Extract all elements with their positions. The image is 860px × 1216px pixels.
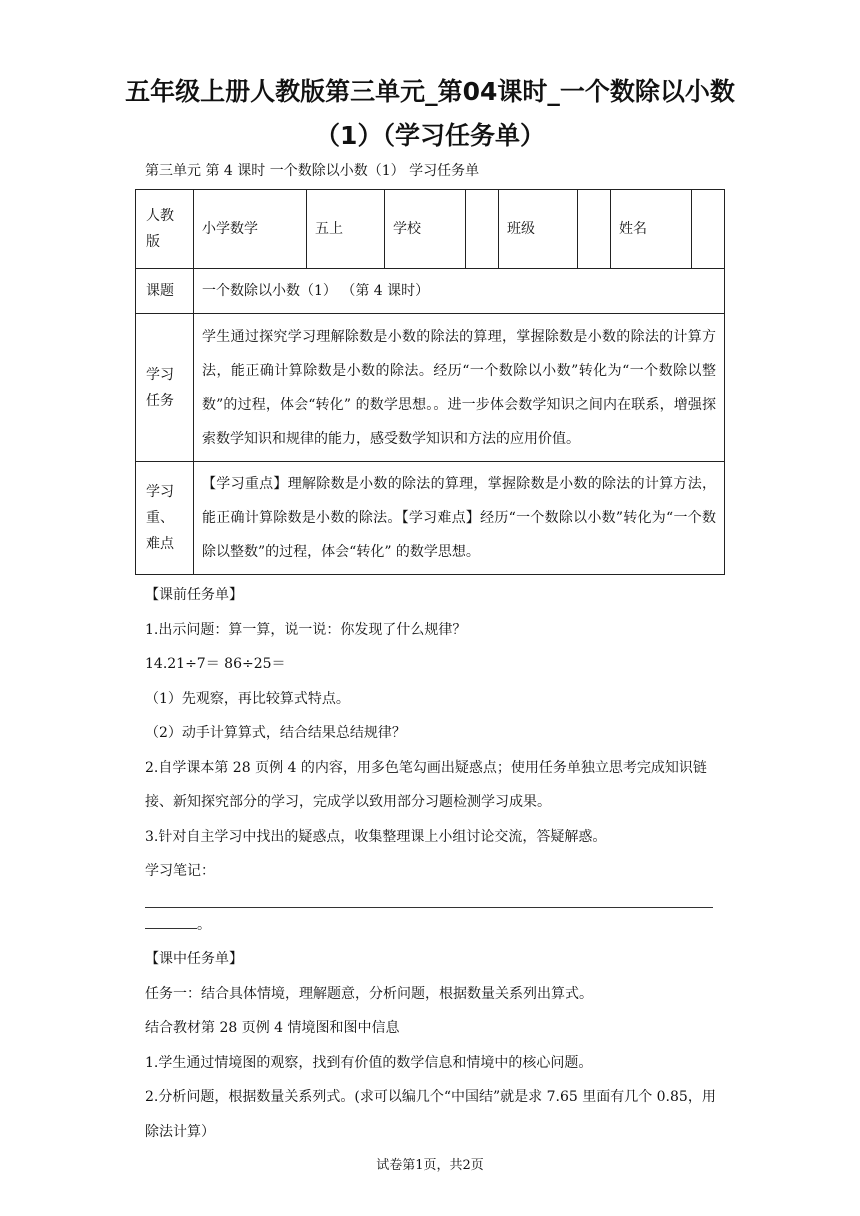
key-points-value: 【学习重点】理解除数是小数的除法的算理，掌握除数是小数的除法的计算方法，能正确计算除数是小数的除法。【学习难点】经历“一个数除以小数”转化为“一个数除以整数”的过程，体会“转化” 的数学思想。 bbox=[194, 462, 725, 575]
subject-cell: 小学数学 bbox=[194, 190, 307, 269]
task-label: 学习任务 bbox=[136, 314, 194, 462]
notes-label: 学习笔记： bbox=[145, 863, 215, 879]
preclass-question-3: 3.针对自主学习中找出的疑惑点，收集整理课上小组讨论交流，答疑解惑。 bbox=[145, 828, 607, 845]
task-content bbox=[145, 578, 720, 1149]
key-points-label: 学习重、难点 bbox=[136, 462, 194, 575]
inclass-item-2: 2.分析问题，根据数量关系列式。(求可以编几个“中国结”就是求 7.65 里面有几个 0.85，用除法计算） bbox=[145, 1089, 716, 1140]
name-field[interactable] bbox=[692, 190, 725, 269]
inclass-intro: 结合教材第 28 页例 4 情境图和图中信息 bbox=[145, 1020, 400, 1036]
table-row bbox=[136, 190, 725, 269]
school-label: 学校 bbox=[385, 190, 466, 269]
topic-label: 课题 bbox=[136, 269, 194, 314]
notes-short-line[interactable] bbox=[145, 912, 197, 929]
preclass-sub-2: （2）动手计算算式，结合结果总结规律？ bbox=[145, 725, 406, 741]
preclass-question-2: 2.自学课本第 28 页例 4 的内容，用多色笔勾画出疑惑点；使用任务单独立思考完成知识链接、新知探究部分的学习，完成学以致用部分习题检测学习成果。 bbox=[145, 759, 707, 810]
publisher-cell: 人教版 bbox=[136, 190, 194, 269]
notes-end-mark: 。 bbox=[197, 916, 211, 933]
grade-cell: 五上 bbox=[307, 190, 385, 269]
school-field[interactable] bbox=[466, 190, 499, 269]
preclass-sub-1: （1）先观察，再比较算式特点。 bbox=[145, 690, 350, 707]
math-expression: 14.21÷7＝ 86÷25＝ bbox=[145, 656, 286, 672]
inclass-heading: 【课中任务单】 bbox=[145, 951, 243, 967]
table-row bbox=[136, 314, 725, 462]
notes-line-end bbox=[145, 908, 720, 943]
table-row bbox=[136, 269, 725, 314]
task-info-table bbox=[135, 189, 725, 575]
class-field[interactable] bbox=[578, 190, 611, 269]
class-label: 班级 bbox=[499, 190, 578, 269]
task-value: 学生通过探究学习理解除数是小数的除法的算理，掌握除数是小数的除法的计算方法，能正确计算除数是小数的除法。经历“一个数除以小数”转化为“一个数除以整数”的过程，体会“转化” 的数学思想。。进一步体会数学知识之间内在联系，增强探索数学知识和规律的能力，感受数学知识和方法的应用价值。 bbox=[194, 314, 725, 462]
name-label: 姓名 bbox=[611, 190, 692, 269]
page-footer: 试卷第1页，共2页 bbox=[376, 1158, 484, 1173]
inclass-task-1: 任务一：结合具体情境，理解题意，分析问题，根据数量关系列出算式。 bbox=[145, 985, 593, 1002]
preclass-heading: 【课前任务单】 bbox=[145, 587, 243, 603]
document-title: 五年级上册人教版第三单元_第04课时_一个数除以小数（1）（学习任务单） bbox=[125, 77, 735, 150]
inclass-item-1: 1.学生通过情境图的观察，找到有价值的数学信息和情境中的核心问题。 bbox=[145, 1054, 593, 1071]
preclass-question-1: 1.出示问题：算一算，说一说：你发现了什么规律？ bbox=[145, 621, 467, 638]
table-row bbox=[136, 462, 725, 575]
topic-value: 一个数除以小数（1） （第 4 课时） bbox=[194, 269, 725, 314]
document-subtitle: 第三单元 第 4 课时 一个数除以小数（1） 学习任务单 bbox=[145, 163, 480, 179]
